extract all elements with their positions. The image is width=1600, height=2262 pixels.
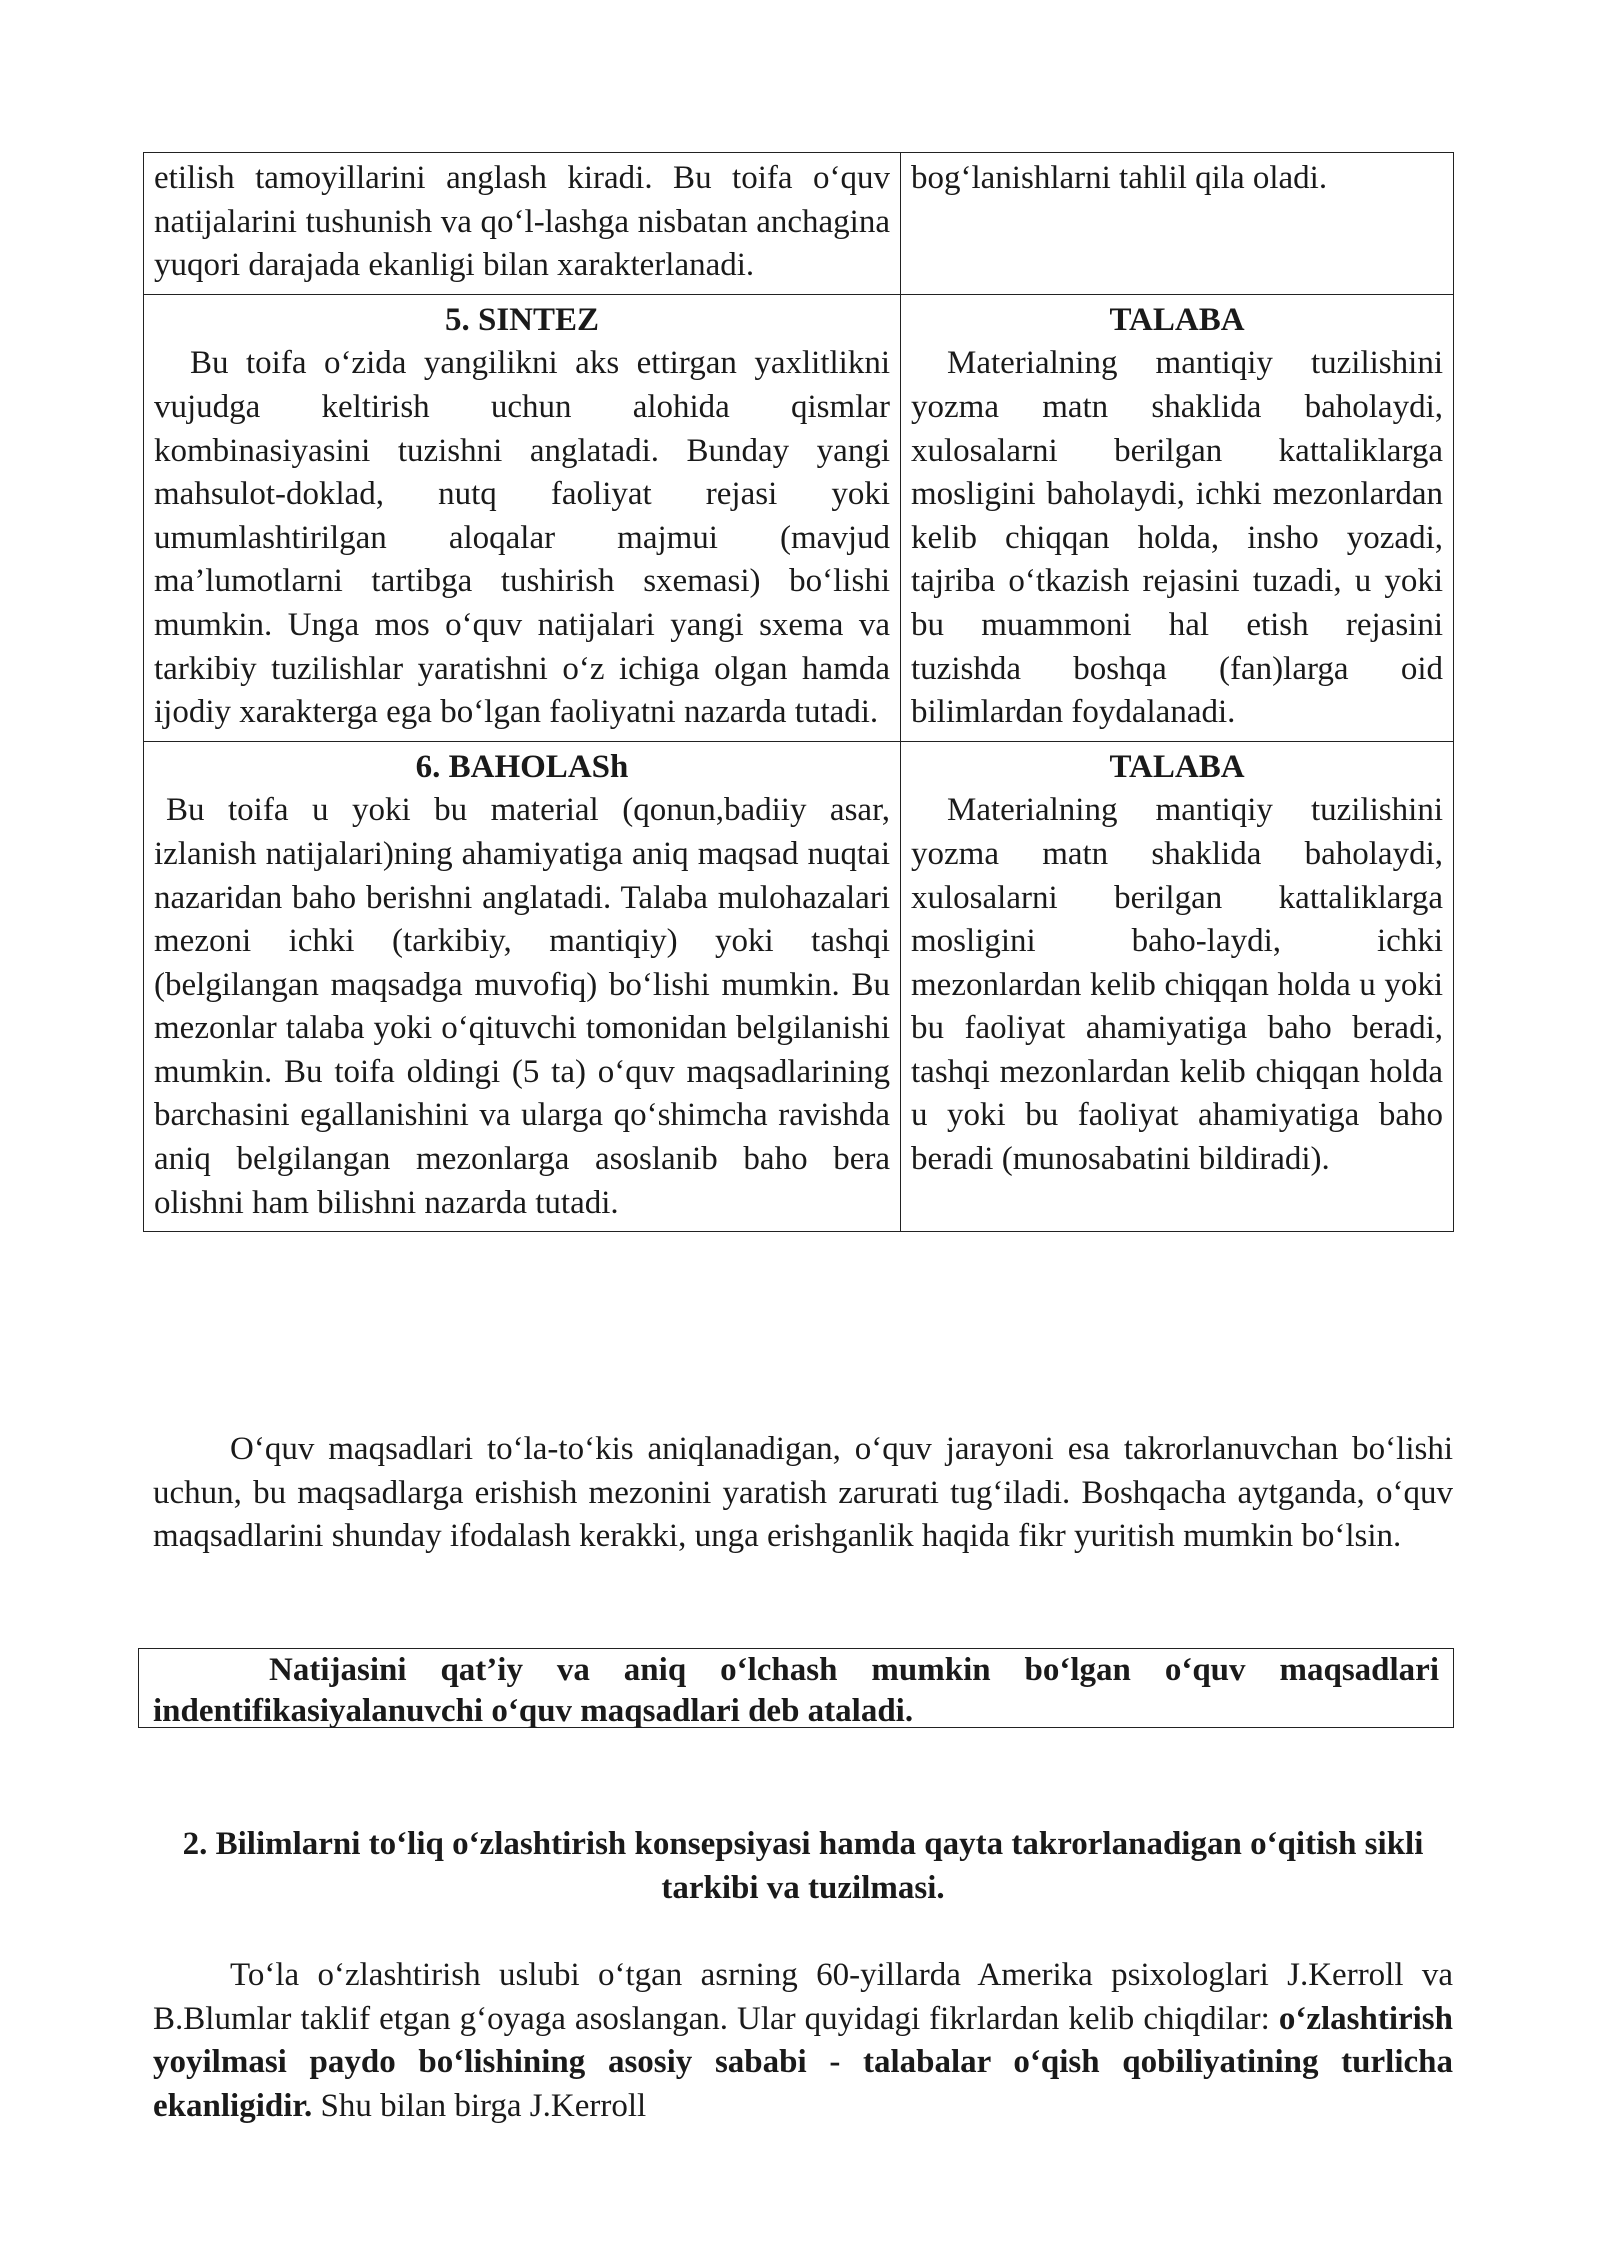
category-description bbox=[154, 789, 890, 1225]
cell-text: Materialning mantiqiy tuzilishini yozma matn shaklida baholaydi, xulosalarni berilgan kattaliklarga mosligini baholaydi, ichki mezonlardan kelib chiqqan holda, insho yozadi, tajriba o‘tkazish rejasini tuzadi, u yoki bu muammoni hal etish rejasini tuzishda boshqa (fan)larga oid bilimlardan foydalanadi. bbox=[911, 345, 1443, 731]
table-row bbox=[144, 741, 1454, 1232]
cell-text: Bu toifa o‘zida yangilikni aks ettirgan yaxlitlikni vujudga keltirish uchun alohida qismlar kombinasiyasini tuzishni anglatadi. Bunday yangi mahsulot-doklad, nutq faoliyat rejasi yoki umumlashtirilgan aloqalar majmui (mavjud ma’lumotlarni tartibga tushirish sxemasi) bo‘lishi mumkin. Unga mos o‘quv natijalari yangi sxema va tarkibiy tuzilishlar yaratishni o‘z ichiga olgan hamda ijodiy xarakterga ega bo‘lgan faoliyatni nazarda tutadi. bbox=[154, 345, 890, 731]
student-activity bbox=[911, 342, 1443, 734]
cell-text: Bu toifa u yoki bu material (qonun,badiiy asar, izlanish natijalari)ning ahamiyatiga aniq maqsad nuqtai nazaridan baho berishni anglatadi. Talaba mulohazalari mezoni ichki (tarkibiy, mantiqiy) yoki tashqi (belgilangan maqsadga muvofiq) bo‘lishi mumkin. Bu mezonlar talaba yoki o‘qituvchi tomonidan belgilanishi mumkin. Bu toifa oldingi (5 ta) o‘quv maqsadlarining barchasini egallanishini va ularga qo‘shimcha ravishda aniq belgilangan mezonlarga asoslanib baho bera olishni ham bilishni nazarda tutadi. bbox=[154, 792, 890, 1221]
cell-text: etilish tamoyillarini anglash kiradi. Bu toifa o‘quv natijalarini tushunish va qo‘l-lashga nisbatan anchagina yuqori darajada ekanligi bilan xarakterlanadi. bbox=[154, 160, 890, 284]
paragraph-text: Shu bilan birga J.Kerroll bbox=[312, 2087, 647, 2124]
table-cell-right bbox=[901, 294, 1454, 741]
column-title: TALABA bbox=[1109, 748, 1245, 785]
table-row bbox=[144, 153, 1454, 295]
section-heading: 2. Bilimlarni to‘liq o‘zlashtirish konsepsiyasi hamda qayta takrorlanadigan o‘qitish sikli tarkibi va tuzilmasi. bbox=[182, 1826, 1424, 1906]
emphasis-text: o‘zlashtirish yoyilmasi paydo bo‘lishining asosiy sababi - talabalar o‘qish qobiliyatining turlicha ekanligidir. bbox=[153, 2000, 1453, 2124]
cell-text: bog‘lanishlarni tahlil qila oladi. bbox=[911, 160, 1328, 196]
category-title: 6. BAHOLASh bbox=[415, 748, 629, 785]
table-cell-right bbox=[901, 153, 1454, 295]
table-cell-left bbox=[144, 294, 901, 741]
paragraph-text: O‘quv maqsadlari to‘la-to‘kis aniqlanadigan, o‘quv jarayoni esa takrorlanuvchan bo‘lishi uchun, bu maqsadlarga erishish mezonini yaratish zarurati tug‘iladi. Boshqacha aytganda, o‘quv maqsadlarini shunday ifodalash kerakki, unga erishganlik haqida fikr yuritish mumkin bo‘lsin. bbox=[153, 1431, 1453, 1555]
body-paragraph bbox=[153, 1428, 1453, 1559]
definition-box bbox=[138, 1648, 1454, 1728]
cell-text: Materialning mantiqiy tuzilishini yozma matn shaklida baholaydi, xulosalarni berilgan kattaliklarga mosligini baho-laydi, ichki mezonlardan kelib chiqqan holda u yoki bu faoliyat ahamiyatiga baho beradi, tashqi mezonlardan kelib chiqqan holda u yoki bu faoliyat ahamiyatiga baho beradi (munosabatini bildiradi). bbox=[911, 792, 1443, 1178]
category-description bbox=[154, 342, 890, 734]
body-paragraph bbox=[153, 1954, 1453, 2128]
table-row bbox=[144, 294, 1454, 741]
table-cell-right bbox=[901, 741, 1454, 1232]
table-cell-left bbox=[144, 153, 901, 295]
paragraph-text: To‘la o‘zlashtirish uslubi o‘tgan asrning 60-yillarda Amerika psixologlari J.Kerroll va B.Blumlar taklif etgan g‘oyaga asoslangan. Ular quyidagi fikrlardan kelib chiqdilar: bbox=[153, 1957, 1453, 2037]
taxonomy-table bbox=[143, 152, 1454, 1232]
category-title: 5. SINTEZ bbox=[444, 301, 600, 338]
table-cell-left bbox=[144, 741, 901, 1232]
column-title: TALABA bbox=[1109, 301, 1245, 338]
student-activity bbox=[911, 789, 1443, 1181]
definition-text: Natijasini qat’iy va aniq o‘lchash mumkin bo‘lgan o‘quv maqsadlari indentifikasiyalanuvchi o‘quv maqsadlari deb ataladi. bbox=[153, 1652, 1439, 1729]
